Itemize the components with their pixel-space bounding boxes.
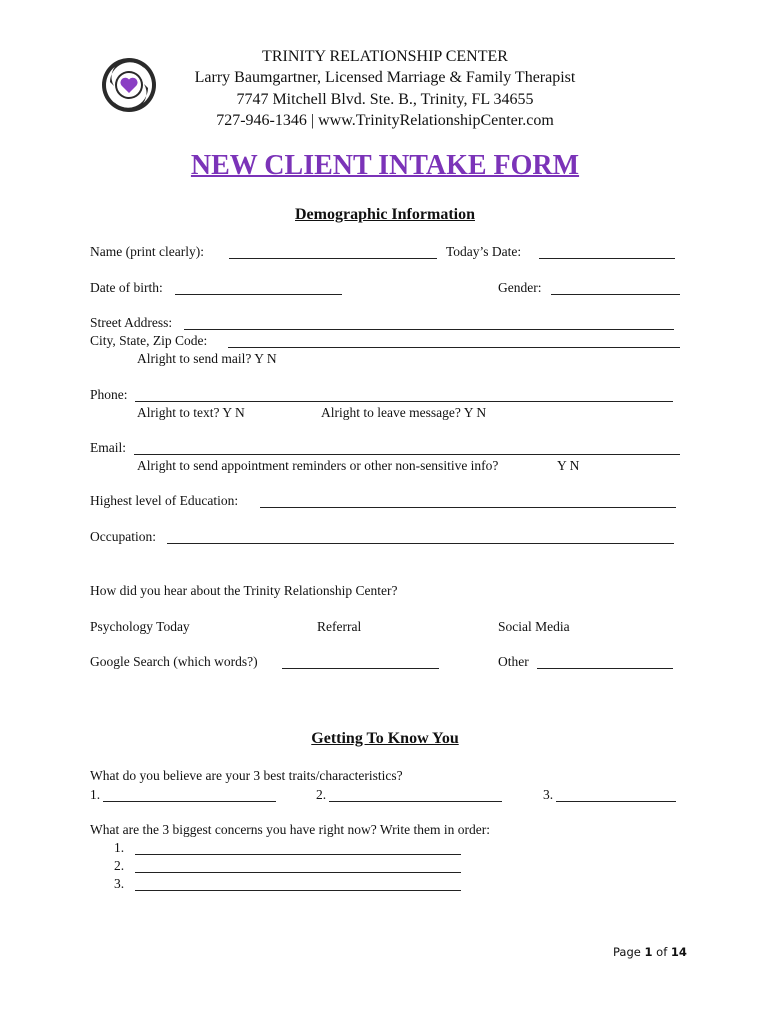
page-total: 14	[670, 945, 687, 959]
city-field[interactable]	[228, 335, 680, 353]
city-label: City, State, Zip Code:	[90, 333, 208, 348]
referral-question: How did you hear about the Trinity Relationship Center?	[90, 583, 398, 598]
other-field[interactable]	[537, 656, 673, 674]
occupation-label: Occupation:	[90, 529, 156, 544]
page-current: 1	[644, 945, 653, 959]
concern-2-label: 2.	[114, 858, 125, 873]
traits-question: What do you believe are your 3 best traits/characteristics?	[90, 768, 403, 783]
org-address: 7747 Mitchell Blvd. Ste. B., Trinity, FL 34655	[236, 91, 534, 108]
trait-2-label: 2.	[316, 787, 327, 802]
reminders-ok: Alright to send appointment reminders or other non-sensitive info?	[137, 458, 499, 473]
demographic-heading: Demographic Information	[295, 206, 475, 223]
google-search-field[interactable]	[282, 656, 439, 674]
option-social-media[interactable]: Social Media	[498, 619, 570, 634]
org-contact: 727-946-1346 | www.TrinityRelationshipCenter.com	[216, 112, 554, 129]
form-title: NEW CLIENT INTAKE FORM	[190, 150, 580, 181]
date-field[interactable]	[539, 246, 675, 264]
page-of: of	[656, 945, 668, 959]
page-word: Page	[613, 945, 641, 959]
street-field[interactable]	[184, 317, 674, 335]
option-other[interactable]: Other	[498, 654, 529, 669]
trait-2-field[interactable]	[329, 789, 502, 807]
therapist-name: Larry Baumgartner, Licensed Marriage & Family Therapist	[194, 69, 576, 86]
option-referral[interactable]: Referral	[317, 619, 362, 634]
gender-field[interactable]	[551, 282, 680, 300]
org-name: TRINITY RELATIONSHIP CENTER	[262, 48, 508, 65]
mail-ok[interactable]: Alright to send mail? Y N	[137, 351, 277, 366]
email-label: Email:	[90, 440, 126, 455]
getting-to-know-heading: Getting To Know You	[311, 730, 459, 747]
name-field[interactable]	[229, 246, 437, 264]
trait-1-field[interactable]	[103, 789, 276, 807]
date-label: Today’s Date:	[446, 244, 522, 259]
occupation-field[interactable]	[167, 531, 674, 549]
education-label: Highest level of Education:	[90, 493, 239, 508]
education-field[interactable]	[260, 495, 676, 513]
trait-3-label: 3.	[543, 787, 554, 802]
street-label: Street Address:	[90, 315, 173, 330]
concern-3-label: 3.	[114, 876, 125, 891]
page-number	[613, 945, 687, 959]
concern-2-field[interactable]	[135, 860, 461, 878]
phone-label: Phone:	[90, 387, 128, 402]
trait-1-label: 1.	[90, 787, 101, 802]
trait-3-field[interactable]	[556, 789, 676, 807]
option-google-search[interactable]: Google Search (which words?)	[90, 654, 258, 669]
reminders-yn[interactable]: Y N	[557, 458, 580, 473]
dob-field[interactable]	[175, 282, 342, 300]
concern-3-field[interactable]	[135, 878, 461, 896]
gender-label: Gender:	[498, 280, 542, 295]
option-psychology-today[interactable]: Psychology Today	[90, 619, 190, 634]
concern-1-label: 1.	[114, 840, 125, 855]
text-ok[interactable]: Alright to text? Y N	[137, 405, 245, 420]
concern-1-field[interactable]	[135, 842, 461, 860]
message-ok[interactable]: Alright to leave message? Y N	[321, 405, 487, 420]
concerns-question: What are the 3 biggest concerns you have right now? Write them in order:	[90, 822, 490, 837]
dob-label: Date of birth:	[90, 280, 163, 295]
name-label: Name (print clearly):	[90, 244, 204, 259]
